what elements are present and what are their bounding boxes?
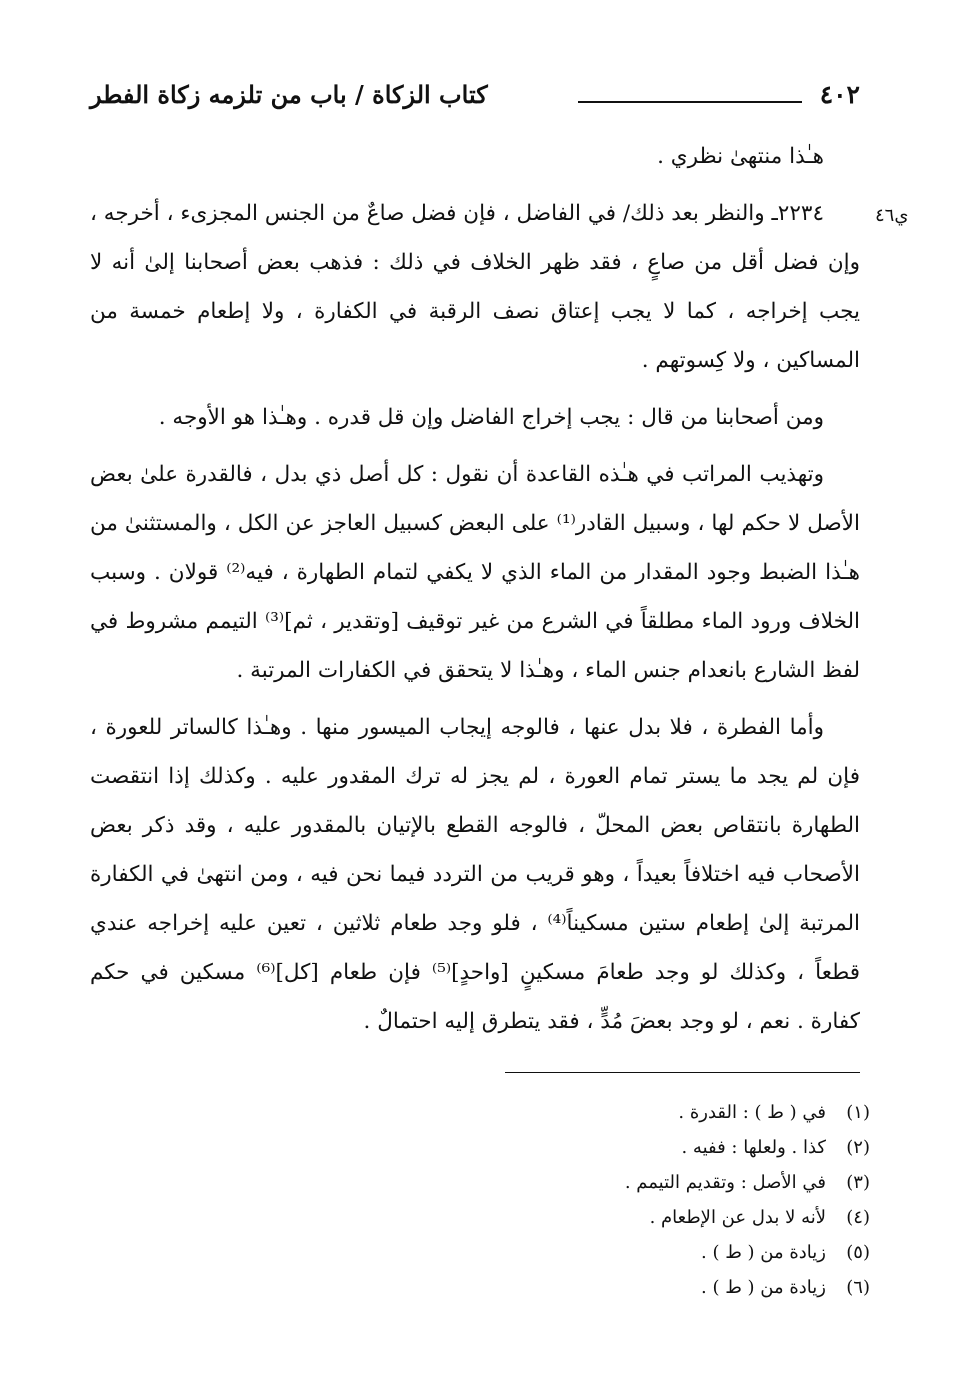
footnote (90, 1235, 870, 1270)
footnote-number: (٥) (846, 1242, 870, 1263)
footnote (90, 1200, 870, 1235)
paragraph-5: وأما الفطرة ، فلا بدل عنها ، فالوجه إيجاب الميسور منها . وهـٰذا كالساتر للعورة ، فإن لم يجد ما يستر تمام العورة ، لم يجز له ترك المقدور عليه . وكذلك إذا انتقصت الطهارة بانتقاص بعض المحلّ ، فالوجه القطع بالإتيان بالمقدور عليه ، وقد ذكر بعض الأصحاب فيه اختلافاً بعيداً ، وهو قريب من التردد فيما نحن فيه ، ومن انتهىٰ في الكفارة المرتبة إلىٰ إطعام ستين مسكيناً⁽⁴⁾ ، فلو وجد طعام ثلاثين ، تعين عليه إخراجه عندي قطعاً ، وكذلك لو وجد طعامَ مسكينٍ [واحدٍ]⁽⁵⁾ فإن طعام [كل]⁽⁶⁾ مسكين في حكم كفارة . نعم ، لو وجد بعضَ مُدٍّ ، فقد يتطرق إليه احتمالٌ . (90, 715, 860, 1034)
paragraph-2: ٢٢٣٤ـ والنظر بعد ذلك/ في الفاضل ، فإن فضل صاعٌ من الجنس المجزىء ، أخرجه ، وإن فضل أقل من صاعٍ ، فقد ظهر الخلاف في ذلك : فذهب بعض أصحابنا إلىٰ أنه لا يجب إخراجه ، كما لا يجب إعتاق نصف الرقبة في الكفارة ، ولا إطعام خمسة من المساكين ، ولا كِسوتهم . (90, 201, 860, 373)
main-text (90, 132, 860, 1054)
footnote-text: لأنه لا بدل عن الإطعام . (649, 1207, 826, 1228)
paragraph-3: ومن أصحابنا من قال : يجب إخراج الفاضل وإن قل قدره . وهـٰذا هو الأوجه . (158, 405, 824, 430)
footnote-text: زيادة من ( ط ) . (701, 1277, 826, 1298)
footnote-number: (٣) (846, 1172, 870, 1193)
footnote-separator (505, 1072, 860, 1073)
footnote-text: كذا . ولعلها : ففيه . (681, 1137, 826, 1158)
footnote-number: (٢) (846, 1137, 870, 1158)
header-rule (578, 101, 802, 103)
page-number: ٤٠٢ (819, 80, 860, 109)
paragraph-4: وتهذيب المراتب في هـٰذه القاعدة أن نقول : كل أصل ذي بدل ، فالقدرة علىٰ بعض الأصل لا حكم لها ، وسبيل القادر⁽¹⁾ على البعض كسبيل العاجز عن الكل ، والمستثنىٰ من هـٰذا الضبط وجود المقدار من الماء الذي لا يكفي لتمام الطهارة ، فيه⁽²⁾ قولان . وسبب الخلاف ورود الماء مطلقاً في الشرع من غير توقيف [وتقدير ، ثم]⁽³⁾ التيمم مشروط في لفظ الشارع بانعدام جنس الماء ، وهـٰذا لا يتحقق في الكفارات المرتبة . (90, 462, 860, 683)
footnote-text: في الأصل : وتقديم التيمم . (624, 1172, 826, 1193)
paragraph-1: هـٰذا منتهىٰ نظري . (657, 144, 824, 169)
footnote-text: زيادة من ( ط ) . (701, 1242, 826, 1263)
footnote-number: (٦) (846, 1277, 870, 1298)
footnote-number: (٤) (846, 1207, 870, 1228)
margin-reference: ي٤٦ (875, 205, 909, 226)
footnote-text: في ( ط ) : القدرة . (678, 1102, 826, 1123)
footnote (90, 1270, 870, 1305)
footnote (90, 1165, 870, 1200)
running-title: كتاب الزكاة / باب من تلزمه زكاة الفطر (90, 80, 488, 109)
footnote-number: (١) (846, 1102, 870, 1123)
running-header (90, 74, 860, 118)
footnote (90, 1095, 870, 1130)
footnotes (90, 1095, 870, 1305)
footnote (90, 1130, 870, 1165)
